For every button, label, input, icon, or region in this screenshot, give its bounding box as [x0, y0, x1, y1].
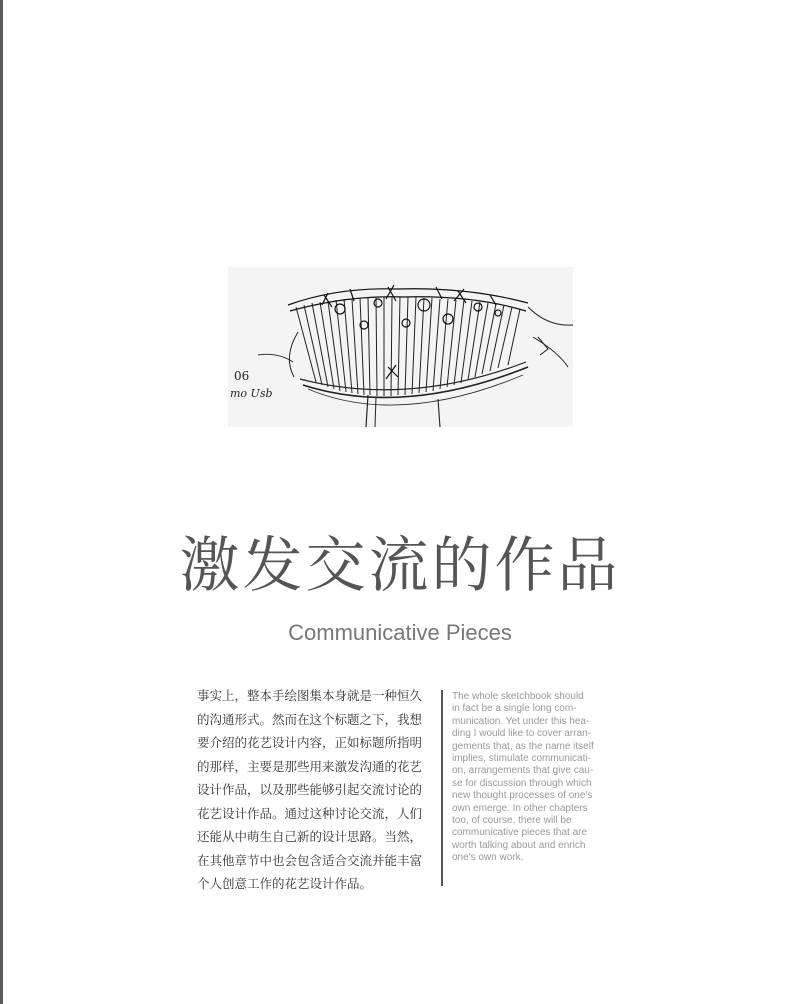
body-cn-line: 个人创意工作的花艺设计作品。 [197, 876, 373, 891]
body-en-line: communicative pieces that are [452, 827, 588, 839]
column-divider [441, 690, 443, 886]
chapter-title-english: Communicative Pieces [288, 620, 512, 645]
body-cn-line: 事实上，整本手绘图集本身就是一种恒久 [197, 688, 423, 703]
body-cn-line: 设计作品，以及那些能够引起交流讨论的 [197, 782, 423, 797]
body-en-line: worth talking about and enrich [452, 839, 586, 851]
body-en-line: implies, stimulate communicati- [452, 753, 591, 765]
body-text-chinese [197, 684, 434, 896]
body-en-line: The whole sketchbook should [452, 691, 584, 702]
body-cn-line: 的那样，主要是那些用来激发沟通的花艺 [197, 758, 423, 774]
page-edge-border [0, 0, 3, 1004]
body-en-line: own emerge. In other chapters [452, 802, 588, 814]
body-cn-line: 花艺设计作品。通过这种讨论交流，人们 [197, 805, 423, 821]
body-en-line: se for discussion through which [452, 777, 592, 789]
sketch-annotation-2: mo Usb [230, 387, 273, 400]
body-en-line: munication. Yet under this hea- [452, 715, 590, 727]
body-cn-line: 要介绍的花艺设计内容，正如标题所指明 [197, 735, 423, 750]
body-cn-line: 在其他章节中也会包含适合交流并能丰富 [197, 852, 423, 868]
sketch-annotation-1: 06 [234, 369, 250, 383]
body-en-line: gements that, as the name itself [452, 740, 594, 752]
body-en-line: too, of course, there will be [452, 815, 572, 827]
body-cn-line: 还能从中萌生自己新的设计思路。当然， [197, 829, 423, 844]
body-en-line: on, arrangements that give cau- [452, 765, 594, 777]
body-cn-line: 的沟通形式。然而在这个标题之下，我想 [197, 711, 423, 727]
flower-arrangement-sketch [228, 267, 573, 427]
body-text-english [452, 691, 612, 865]
body-en-line: ding I would like to cover arran- [452, 728, 591, 740]
body-en-line: new thought processes of one's [452, 790, 593, 802]
chapter-title-chinese: 激发交流的作品 [179, 531, 621, 601]
body-en-line: one's own work. [452, 852, 524, 864]
body-en-line: in fact be a single long com- [452, 703, 577, 715]
